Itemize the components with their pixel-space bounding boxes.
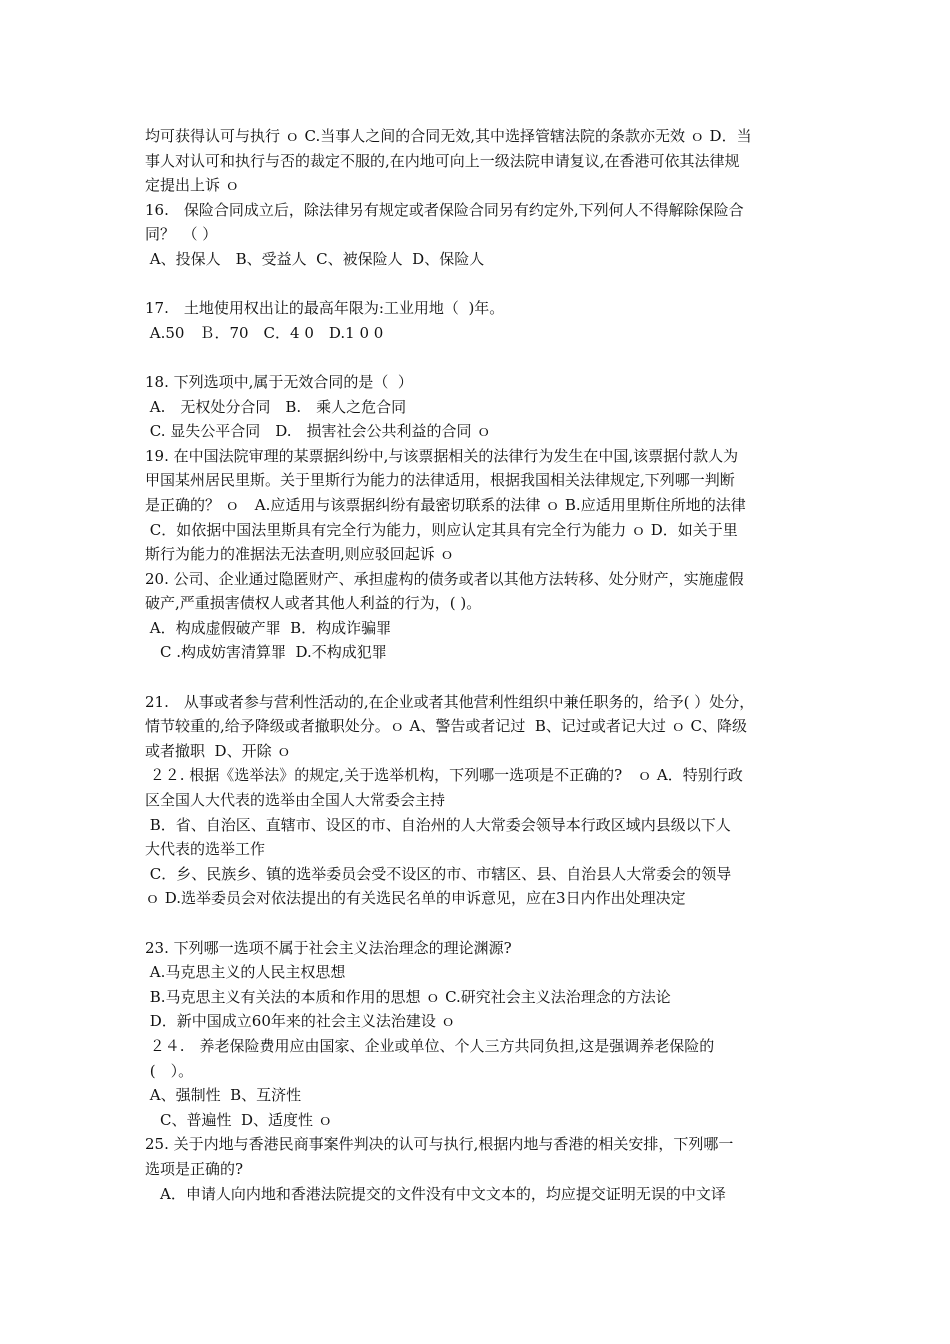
text-line: ２４. 养老保险费用应由国家、企业或单位、个人三方共同负担,这是强调养老保险的 <box>145 1036 715 1055</box>
text-line: A、强制性 B、互济性 <box>145 1086 302 1105</box>
text-line: 是正确的？ ｏ A.应适用与该票据纠纷有最密切联系的法律 ｏ B.应适用里斯住所地的法律 <box>145 495 746 514</box>
text-line: A. 无权处分合同 B. 乘人之危合同 <box>145 397 407 416</box>
text-line: A、投保人 B、受益人 C、被保险人 D、保险人 <box>145 249 485 268</box>
text-line: C、普遍性 D、适度性 ｏ <box>145 1110 333 1129</box>
text-line: ２２. 根据《选举法》的规定,关于选举机构，下列哪一选项是不正确的? ｏ A．特别行政 <box>145 766 743 785</box>
text-line: C .构成妨害清算罪 D.不构成犯罪 <box>145 643 387 662</box>
text-line: A.50 Ｂ．70 C．4 0 D.1 0 0 <box>145 323 384 342</box>
text-line: 定提出上诉 ｏ <box>145 176 240 195</box>
text-line: 情节较重的,给予降级或者撤职处分。ｏ A、警告或者记过 B、记过或者记大过 ｏ C、降级 <box>145 717 747 736</box>
text-line: 事人对认可和执行与否的裁定不服的,在内地可向上一级法院申请复议,在香港可依其法律规 <box>145 151 740 170</box>
text-line: 或者撤职 D、开除 ｏ <box>145 741 292 760</box>
text-line: 25. 关于内地与香港民商事案件判决的认可与执行,根据内地与香港的相关安排，下列哪一 <box>145 1135 734 1154</box>
document-body <box>145 124 813 1206</box>
text-line: C．乡、民族乡、镇的选举委员会受不设区的市、市辖区、县、自治县人大常委会的领导 <box>145 864 732 883</box>
text-line: 大代表的选举工作 <box>145 840 266 859</box>
text-line: 均可获得认可与执行 ｏ C.当事人之间的合同无效,其中选择管辖法院的条款亦无效 ｏ D．当 <box>145 127 752 145</box>
text-line: A．构成虚假破产罪 B．构成诈骗罪 <box>145 618 392 637</box>
text-line: 16. 保险合同成立后，除法律另有规定或者保险合同另有约定外,下列何人不得解除保险合 <box>145 200 744 219</box>
text-line: B.马克思主义有关法的本质和作用的思想 ｏ C.研究社会主义法治理念的方法论 <box>145 987 671 1006</box>
text-line: 破产,严重损害债权人或者其他人利益的行为，( )。 <box>145 594 482 613</box>
blank-line <box>145 345 813 370</box>
text-line: ｏ D.选举委员会对依法提出的有关选民名单的申诉意见，应在3日内作出处理决定 <box>145 889 686 908</box>
text-line: 23. 下列哪一选项不属于社会主义法治理念的理论渊源? <box>145 938 512 957</box>
text-line: 同？ （ ） <box>145 225 218 244</box>
blank-line <box>145 911 813 936</box>
text-line: 甲国某州居民里斯。关于里斯行为能力的法律适用，根据我国相关法律规定,下列哪一判断 <box>145 471 735 490</box>
text-line: 斯行为能力的准据法无法查明,则应驳回起诉 ｏ <box>145 545 455 564</box>
text-line: 选项是正确的? <box>145 1159 244 1178</box>
text-line: 21. 从事或者参与营利性活动的,在企业或者其他营利性组织中兼任职务的，给予( ）处分， <box>145 692 755 711</box>
text-line: A.马克思主义的人民主权思想 <box>145 963 346 982</box>
text-line: 20. 公司、企业通过隐匿财产、承担虚构的债务或者以其他方法转移、处分财产，实施虚假 <box>145 569 744 588</box>
text-line: 19. 在中国法院审理的某票据纠纷中,与该票据相关的法律行为发生在中国,该票据付款人为 <box>145 446 739 465</box>
text-line: 区全国人大代表的选举由全国人大常委会主持 <box>145 791 446 810</box>
text-line: C. 显失公平合同 D. 损害社会公共利益的合同 ｏ <box>145 422 492 441</box>
text-line: C．如依据中国法里斯具有完全行为能力，则应认定其具有完全行为能力 ｏ D．如关于里 <box>145 520 738 539</box>
text-line: 18. 下列选项中,属于无效合同的是（ ） <box>145 372 413 391</box>
blank-line <box>145 665 813 690</box>
text-line: A．申请人向内地和香港法院提交的文件没有中文文本的，均应提交证明无误的中文译 <box>145 1184 726 1203</box>
text-line: B．省、自治区、直辖市、设区的市、自治州的人大常委会领导本行政区域内县级以下人 <box>145 815 731 834</box>
text-line: 17. 土地使用权出让的最高年限为:工业用地（ )年。 <box>145 299 505 318</box>
text-line: D．新中国成立60年来的社会主义法治建设 ｏ <box>145 1012 456 1031</box>
blank-line <box>145 272 813 297</box>
text-line: ( ）。 <box>145 1061 194 1080</box>
